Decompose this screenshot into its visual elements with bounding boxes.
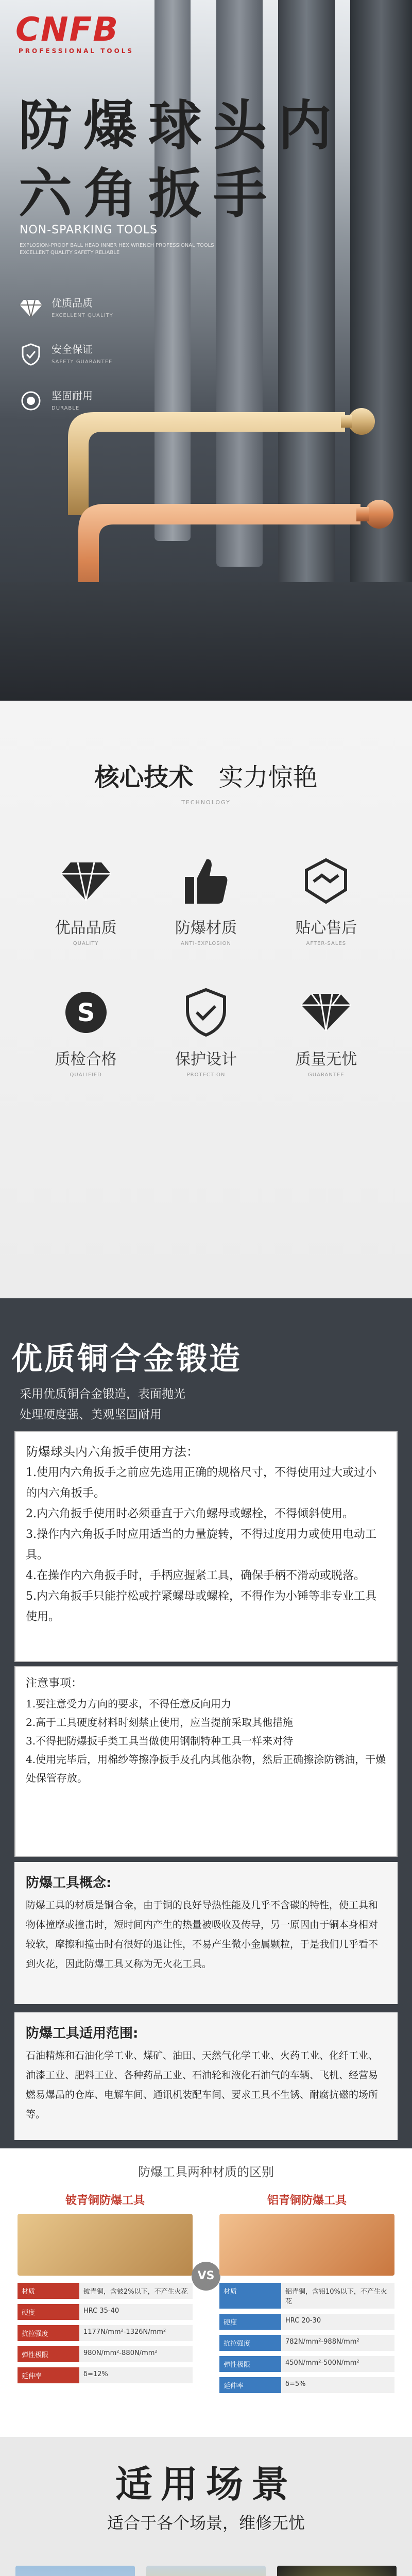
target-icon — [18, 387, 44, 414]
compare-row-label: 材质 — [18, 2283, 79, 2299]
feature-en: EXCELLENT QUALITY — [52, 313, 113, 318]
shield-check-icon — [18, 341, 44, 368]
material-compare-section — [0, 2148, 412, 2437]
hero-en-subtitle: EXPLOSION-PROOF BALL HEAD INNER HEX WRENCH PROFESSIONAL TOOLS EXCELLENT QUALITY SAFETY RELIABLE — [20, 243, 214, 256]
gem-icon — [266, 981, 386, 1043]
core-item-inspection — [26, 981, 146, 1078]
core-item-en: QUALITY — [73, 941, 99, 946]
compare-row-value: 980N/mm²-880N/mm² — [79, 2346, 193, 2362]
aluminum-bronze-column — [219, 2192, 394, 2398]
concept-box — [14, 1862, 398, 2004]
core-item-label: 质检合格 — [55, 1050, 117, 1069]
usage-method-title: 防爆球头内六角扳手使用方法： — [26, 1445, 199, 1459]
notes-box — [14, 1666, 398, 1857]
scene-natural-gas — [146, 2566, 266, 2576]
compare-row — [219, 2283, 394, 2309]
feature-label: 安全保证 — [52, 343, 93, 355]
core-item-label: 贴心售后 — [295, 919, 357, 937]
compare-row — [219, 2314, 394, 2330]
shield-check-icon — [146, 981, 266, 1043]
usage-method-item: 3.操作内六角扳手时应用适当的力量旋转，不得过度用力或使用电动工具。 — [26, 1528, 376, 1562]
feature-safety — [18, 341, 112, 368]
svg-text:S: S — [77, 998, 95, 1027]
usage-method-box — [14, 1431, 398, 1662]
core-technology-section — [0, 701, 412, 1298]
notes-item: 2.高于工具硬度材料时刻禁止使用，应当提前采取其他措施 — [26, 1716, 294, 1728]
core-item-label: 保护设计 — [175, 1050, 237, 1069]
alloy-sub-line: 采用优质铜合金锻造，表面抛光 — [20, 1387, 185, 1401]
notes-title: 注意事项： — [26, 1677, 83, 1690]
hero-section — [0, 0, 412, 701]
scenes-subtitle: 适合于各个场景，维修无忧 — [107, 2513, 305, 2533]
compare-row-value: δ=12% — [79, 2367, 193, 2383]
feature-quality — [18, 295, 113, 321]
notes-item: 4.使用完毕后，用棉纱等擦净扳手及孔内其他杂物，然后正确擦涂防锈油，干燥处保管存放。 — [26, 1753, 386, 1784]
thumbs-up-icon — [146, 850, 266, 912]
compare-row — [18, 2283, 193, 2299]
compare-row-value: 1177N/mm²-1326N/mm² — [79, 2325, 193, 2341]
natural-gas-image — [146, 2566, 266, 2576]
core-item-en: GUARANTEE — [308, 1072, 345, 1078]
scene-mining — [277, 2566, 397, 2576]
petrochemical-image — [15, 2566, 135, 2576]
compare-row-value: 782N/mm²-988N/mm² — [281, 2335, 394, 2351]
compare-row-value: δ=5% — [281, 2377, 394, 2393]
compare-row-label: 材质 — [219, 2283, 281, 2309]
application-scope-title: 防爆工具适用范围: — [26, 2026, 139, 2041]
diamond-icon — [18, 295, 44, 321]
vs-badge: VS — [192, 2262, 220, 2291]
feature-en: DURABLE — [52, 405, 80, 411]
compare-row-value: HRC 20-30 — [281, 2314, 394, 2330]
handshake-icon — [266, 850, 386, 912]
compare-row — [219, 2356, 394, 2372]
compare-row-label: 抗拉强度 — [219, 2335, 281, 2351]
hero-en-title: NON-SPARKING TOOLS — [20, 224, 158, 236]
compare-row-value: 铍青铜，含铍2%以下，不产生火花 — [79, 2283, 193, 2299]
core-item-en: PROTECTION — [186, 1072, 226, 1078]
compare-row-label: 弹性极限 — [18, 2346, 79, 2362]
feature-label: 坚固耐用 — [52, 389, 93, 402]
core-item-material — [146, 850, 266, 946]
feature-label: 优质品质 — [52, 297, 93, 309]
concept-body: 防爆工具的材质是铜合金，由于铜的良好导热性能及几乎不含碳的特性，使工具和物体撞摩或撞击时，短时间内产生的热量被吸收及传导，另一原因由于铜本身相对较软，摩擦和撞击时有很好的退让性，不易产生微小金属颗粒，于是我们几乎看不到火花，因此防爆工具又称为无火花工具。 — [26, 1900, 379, 1970]
compare-row-value: 铝青铜，含铝10%以下，不产生火花 — [281, 2283, 394, 2309]
compare-row — [18, 2367, 193, 2383]
compare-row-label: 延伸率 — [219, 2377, 281, 2393]
compare-row — [219, 2377, 394, 2393]
feature-en: SAFETY GUARANTEE — [52, 359, 113, 365]
notes-item: 3.不得把防爆扳手类工具当做使用钢制特种工具一样来对待 — [26, 1735, 294, 1747]
core-item-guarantee — [266, 981, 386, 1078]
aluminum-tools-image — [219, 2214, 394, 2276]
beryllium-bronze-column — [18, 2192, 193, 2388]
usage-method-item: 1.使用内六角扳手之前应先选用正确的规格尺寸，不得使用过大或过小的内六角扳手。 — [26, 1466, 376, 1500]
usage-method-item: 4.在操作内六角扳手时，手柄应握紧工具，确保手柄不滑动或脱落。 — [26, 1569, 365, 1582]
scenes-title: 适用场景 — [115, 2463, 297, 2506]
alloy-sub-line: 处理硬度强、美观坚固耐用 — [20, 1408, 162, 1421]
core-item-label: 质量无忧 — [295, 1050, 357, 1069]
core-item-label: 优品品质 — [55, 919, 117, 937]
compare-row-label: 硬度 — [219, 2314, 281, 2330]
dollar-shield-icon — [26, 981, 146, 1043]
brand-logo[interactable] — [15, 13, 134, 55]
application-scope-box — [14, 2012, 398, 2140]
compare-row-value: 450N/mm²-500N/mm² — [281, 2356, 394, 2372]
compare-row-value: HRC 35-40 — [79, 2304, 193, 2320]
core-item-en: AFTER-SALES — [306, 941, 347, 946]
compare-row-label: 弹性极限 — [219, 2356, 281, 2372]
concept-title: 防爆工具概念: — [26, 1875, 112, 1891]
compare-row — [18, 2346, 193, 2362]
compare-row-label: 硬度 — [18, 2304, 79, 2320]
core-feature-grid — [26, 850, 386, 1078]
usage-method-item: 2.内六角扳手使用时必须垂直于六角螺母或螺栓，不得倾斜使用。 — [26, 1507, 354, 1520]
core-item-service — [266, 850, 386, 946]
diamond-icon — [26, 850, 146, 912]
alloy-subtitle — [20, 1384, 185, 1425]
floor-surface — [0, 582, 412, 701]
usage-method-item: 5.内六角扳手只能拧松或拧紧螺母或螺栓，不得作为小锤等非专业工具使用。 — [26, 1590, 376, 1623]
compare-row-label: 抗拉强度 — [18, 2325, 79, 2341]
scenes-grid — [15, 2566, 397, 2576]
compare-name: 铝青铜防爆工具 — [267, 2194, 347, 2207]
core-item-protection — [146, 981, 266, 1078]
logo-text: CNFB — [15, 11, 119, 49]
core-title-secondary: 实力惊艳 — [218, 763, 318, 792]
core-en: TECHNOLOGY — [181, 799, 231, 806]
core-item-en: ANTI-EXPLOSION — [181, 941, 231, 946]
logo-tagline: PROFESSIONAL TOOLS — [19, 47, 134, 55]
core-item-en: QUALIFIED — [70, 1072, 102, 1078]
compare-row — [219, 2335, 394, 2351]
compare-row — [18, 2304, 193, 2320]
compare-name: 铍青铜防爆工具 — [65, 2194, 145, 2207]
application-scope-body: 石油精炼和石油化学工业、煤矿、油田、天然气化学工业、火药工业、化纤工业、油漆工业、肥料工业、各种药品工业、石油轮和液化石油气的车辆、飞机、经营易燃易爆品的仓库、电解车间、通讯机装配车间、要求工具不生锈、耐腐抗磁的场所等。 — [26, 2050, 379, 2120]
beryllium-tools-image — [18, 2214, 193, 2276]
notes-item: 1.要注意受力方向的要求，不得任意反向用力 — [26, 1698, 232, 1710]
compare-row-label: 延伸率 — [18, 2367, 79, 2383]
scene-petrochemical — [15, 2566, 135, 2576]
alloy-section — [0, 1298, 412, 2148]
mining-image — [277, 2566, 397, 2576]
core-title: 核心技术 — [94, 763, 194, 792]
compare-title: 防爆工具两种材质的区别 — [138, 2165, 274, 2179]
core-item-label: 防爆材质 — [175, 919, 237, 937]
application-scenes-section — [0, 2437, 412, 2576]
alloy-title: 优质铜合金锻造 — [11, 1341, 242, 1377]
core-item-quality — [26, 850, 146, 946]
hero-title: 防爆球头内六角扳手 — [19, 94, 344, 225]
compare-row — [18, 2325, 193, 2341]
